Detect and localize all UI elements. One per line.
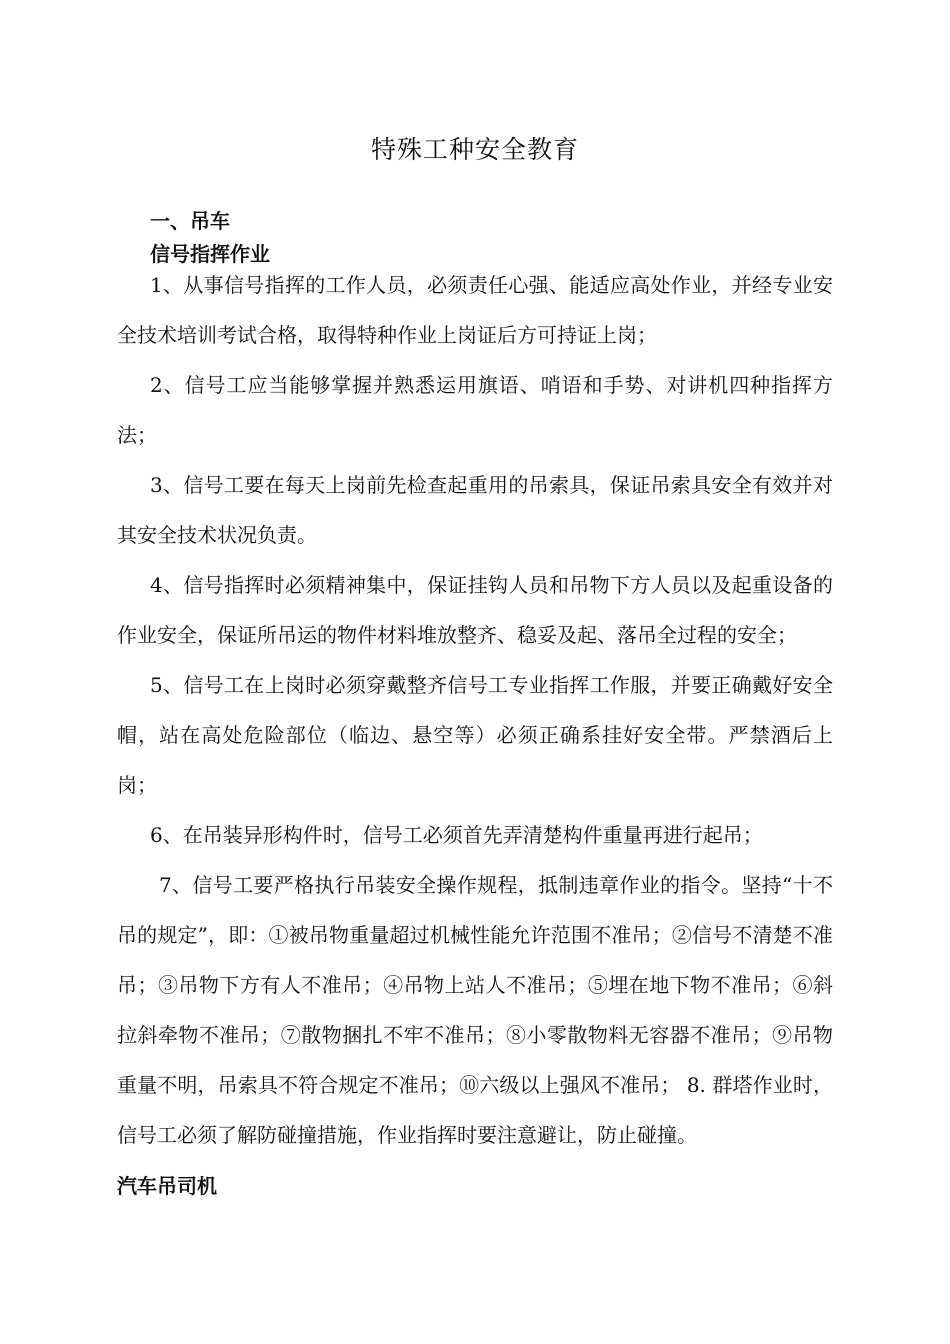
paragraph-item-1: 1、从事信号指挥的工作人员，必须责任心强、能适应高处作业，并经专业安全技术培训考试合格，取得特种作业上岗证后方可持证上岗； xyxy=(117,273,833,347)
paragraph-item-2: 2、信号工应当能够掌握并熟悉运用旗语、哨语和手势、对讲机四种指挥方法； xyxy=(117,373,833,447)
document-title: 特殊工种安全教育 xyxy=(370,135,579,164)
subsection-heading-signal: 信号指挥作业 xyxy=(150,242,270,266)
subsection-heading-truck-crane: 汽车吊司机 xyxy=(117,1174,217,1198)
paragraph-item-6: 6、在吊装异形构件时，信号工必须首先弄清楚构件重量再进行起吊； xyxy=(150,823,763,847)
paragraph-item-5: 5、信号工在上岗时必须穿戴整齐信号工专业指挥工作服，并要正确戴好安全帽，站在高处危险部位（临边、悬空等）必须正确系挂好安全带。严禁酒后上岗； xyxy=(117,673,833,797)
paragraph-item-7: 7、信号工要严格执行吊装安全操作规程，抵制违章作业的指令。坚持“十不吊的规定”，即：①被吊物重量超过机械性能允许范围不准吊；②信号不清楚不准吊；③吊物下方有人不准吊；④吊物上站人不准吊；⑤埋在地下物不准吊；⑥斜拉斜牵物不准吊；⑦散物捆扎不牢不准吊；⑧小零散物料无容器不准吊；⑨吊物重量不明，吊索具不符合规定不准吊；⑩六级以上强风不准吊； 8. 群塔作业时，信号工必须了解防碰撞措施，作业指挥时要注意避让，防止碰撞。 xyxy=(117,873,833,1147)
section-heading-crane: 一、吊车 xyxy=(150,209,230,233)
paragraph-item-3: 3、信号工要在每天上岗前先检查起重用的吊索具，保证吊索具安全有效并对其安全技术状况负责。 xyxy=(117,473,833,547)
paragraph-item-4: 4、信号指挥时必须精神集中，保证挂钩人员和吊物下方人员以及起重设备的作业安全，保证所吊运的物件材料堆放整齐、稳妥及起、落吊全过程的安全； xyxy=(117,573,833,647)
